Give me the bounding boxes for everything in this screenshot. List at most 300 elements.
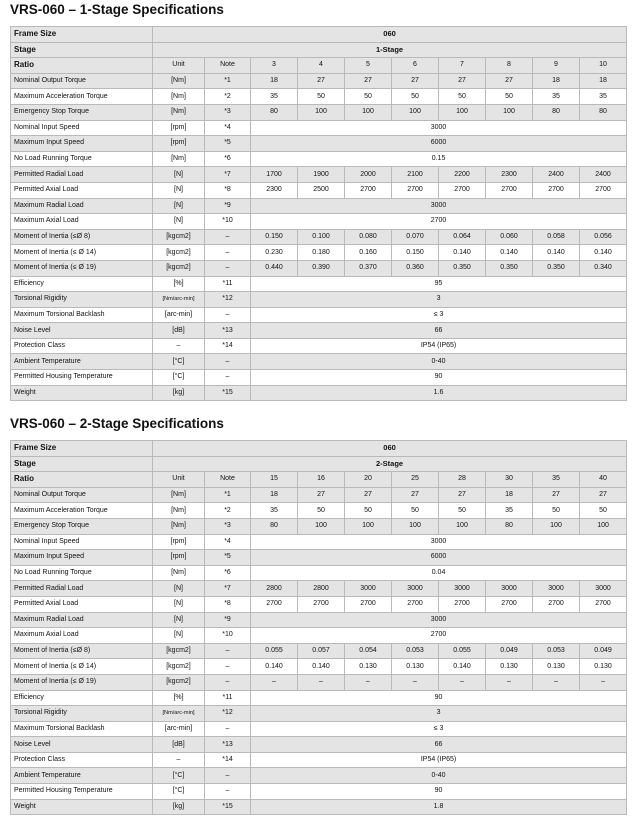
row-label: Protection Class	[11, 338, 153, 354]
row-unit: [kgcm2]	[153, 643, 205, 659]
row-note: *3	[205, 104, 251, 120]
row-value: 18	[533, 73, 580, 89]
row-unit: [arc-min]	[153, 721, 205, 737]
row-label: Nominal Output Torque	[11, 73, 153, 89]
row-value: 27	[439, 487, 486, 503]
section-title: VRS-060 – 2-Stage Specifications	[10, 416, 224, 431]
row-value: 50	[439, 89, 486, 105]
row-value: 100	[392, 104, 439, 120]
row-unit: [Nm]	[153, 151, 205, 167]
row-value: 3000	[251, 612, 627, 628]
row-value: 0.055	[251, 643, 298, 659]
row-value: 3000	[251, 534, 627, 550]
row-value: 2700	[439, 596, 486, 612]
row-note: *12	[205, 292, 251, 308]
row-value: –	[486, 674, 533, 690]
table-row	[11, 721, 627, 737]
row-value: 0.130	[580, 659, 627, 675]
row-value: 18	[486, 487, 533, 503]
row-value: 50	[298, 89, 345, 105]
row-value: 0.360	[392, 260, 439, 276]
row-value: 100	[533, 518, 580, 534]
ratio-value: 6	[392, 58, 439, 74]
row-value: 35	[486, 503, 533, 519]
table-row	[11, 214, 627, 230]
table-row	[11, 565, 627, 581]
row-label: Permitted Housing Temperature	[11, 784, 153, 800]
table-row	[11, 612, 627, 628]
row-unit: [rpm]	[153, 136, 205, 152]
ratio-value: 30	[486, 472, 533, 488]
row-label: Emergency Stop Torque	[11, 104, 153, 120]
table-row	[11, 768, 627, 784]
row-value: 2700	[392, 182, 439, 198]
row-value: 2400	[580, 167, 627, 183]
row-note: –	[205, 674, 251, 690]
row-value: 80	[251, 518, 298, 534]
row-note: –	[205, 721, 251, 737]
row-value: –	[533, 674, 580, 690]
row-value: 2700	[345, 182, 392, 198]
row-value: 50	[392, 89, 439, 105]
row-value: 0.04	[251, 565, 627, 581]
row-unit: [Nm/arc-min]	[153, 292, 205, 308]
row-value: 100	[392, 518, 439, 534]
row-value: 2700	[439, 182, 486, 198]
row-unit: [Nm]	[153, 73, 205, 89]
row-unit: –	[153, 752, 205, 768]
row-note: *6	[205, 151, 251, 167]
row-label: Protection Class	[11, 752, 153, 768]
table-row	[11, 752, 627, 768]
row-note: *11	[205, 276, 251, 292]
row-value: 0.057	[298, 643, 345, 659]
row-note: *9	[205, 198, 251, 214]
table-row	[11, 518, 627, 534]
table-row	[11, 690, 627, 706]
row-value: 0-40	[251, 354, 627, 370]
row-value: 3000	[533, 581, 580, 597]
ratio-value: 35	[533, 472, 580, 488]
row-unit: [N]	[153, 198, 205, 214]
row-label: Permitted Axial Load	[11, 182, 153, 198]
ratio-row	[11, 472, 627, 488]
row-value: 100	[486, 104, 533, 120]
row-label: Moment of Inertia (≤ Ø 14)	[11, 245, 153, 261]
stage-label: Stage	[11, 42, 153, 58]
row-value: 27	[533, 487, 580, 503]
table-row	[11, 659, 627, 675]
table-row	[11, 487, 627, 503]
row-note: *5	[205, 136, 251, 152]
row-label: Maximum Radial Load	[11, 612, 153, 628]
row-value: 50	[580, 503, 627, 519]
row-label: Noise Level	[11, 737, 153, 753]
table-row	[11, 136, 627, 152]
stage-value: 1-Stage	[153, 42, 627, 58]
row-label: Maximum Torsional Backlash	[11, 721, 153, 737]
row-value: 3000	[392, 581, 439, 597]
row-label: Permitted Radial Load	[11, 581, 153, 597]
row-value: 2700	[251, 628, 627, 644]
row-value: 3	[251, 292, 627, 308]
stage-row	[11, 456, 627, 472]
row-value: 0.140	[251, 659, 298, 675]
row-value: 2000	[345, 167, 392, 183]
row-value: 0.056	[580, 229, 627, 245]
row-value: 3000	[439, 581, 486, 597]
row-label: Moment of Inertia (≤ Ø 14)	[11, 659, 153, 675]
row-note: *4	[205, 534, 251, 550]
row-label: Moment of Inertia (≤Ø 8)	[11, 643, 153, 659]
row-unit: [kg]	[153, 385, 205, 401]
row-unit: [°C]	[153, 354, 205, 370]
row-value: 2700	[486, 596, 533, 612]
row-value: 3000	[486, 581, 533, 597]
row-value: 100	[345, 518, 392, 534]
table-row	[11, 307, 627, 323]
row-value: 3000	[580, 581, 627, 597]
stage-label: Stage	[11, 456, 153, 472]
row-value: 50	[298, 503, 345, 519]
table-row	[11, 338, 627, 354]
row-value: 35	[580, 89, 627, 105]
row-label: Maximum Axial Load	[11, 628, 153, 644]
row-value: 90	[251, 370, 627, 386]
row-value: 0.370	[345, 260, 392, 276]
row-value: ≤ 3	[251, 721, 627, 737]
row-value: 2800	[298, 581, 345, 597]
table-row	[11, 167, 627, 183]
row-note: *15	[205, 799, 251, 815]
row-note: *11	[205, 690, 251, 706]
row-value: 2700	[580, 596, 627, 612]
row-unit: [N]	[153, 182, 205, 198]
ratio-value: 20	[345, 472, 392, 488]
ratio-value: 4	[298, 58, 345, 74]
row-value: 2700	[533, 596, 580, 612]
row-value: 2700	[580, 182, 627, 198]
row-note: –	[205, 260, 251, 276]
row-value: 0.180	[298, 245, 345, 261]
row-note: –	[205, 354, 251, 370]
ratio-value: 5	[345, 58, 392, 74]
row-value: 0.054	[345, 643, 392, 659]
row-label: No Load Running Torque	[11, 151, 153, 167]
ratio-value: 25	[392, 472, 439, 488]
table-row	[11, 550, 627, 566]
row-unit: [kg]	[153, 799, 205, 815]
row-unit: [°C]	[153, 370, 205, 386]
row-unit: [Nm]	[153, 104, 205, 120]
row-note: *10	[205, 214, 251, 230]
row-note: *7	[205, 581, 251, 597]
row-value: 2300	[251, 182, 298, 198]
row-value: 95	[251, 276, 627, 292]
row-value: 0.230	[251, 245, 298, 261]
row-value: 3000	[251, 120, 627, 136]
row-value: 2700	[298, 596, 345, 612]
table-row	[11, 276, 627, 292]
row-value: 0.070	[392, 229, 439, 245]
row-value: 0.130	[533, 659, 580, 675]
row-unit: [°C]	[153, 784, 205, 800]
row-value: 0.049	[486, 643, 533, 659]
table-row	[11, 260, 627, 276]
row-note: *4	[205, 120, 251, 136]
row-unit: [%]	[153, 690, 205, 706]
table-row	[11, 245, 627, 261]
row-value: 0.340	[580, 260, 627, 276]
row-value: 80	[251, 104, 298, 120]
frame-size-row	[11, 27, 627, 43]
row-value: 2700	[486, 182, 533, 198]
spec-table	[10, 440, 627, 815]
row-unit: [N]	[153, 167, 205, 183]
row-label: Maximum Acceleration Torque	[11, 89, 153, 105]
table-row	[11, 354, 627, 370]
row-value: 100	[439, 518, 486, 534]
row-note: *10	[205, 628, 251, 644]
row-value: 35	[533, 89, 580, 105]
row-value: 80	[533, 104, 580, 120]
row-value: 2700	[533, 182, 580, 198]
row-value: 90	[251, 784, 627, 800]
row-note: *5	[205, 550, 251, 566]
row-value: 100	[439, 104, 486, 120]
row-unit: [kgcm2]	[153, 260, 205, 276]
row-value: 35	[251, 89, 298, 105]
row-note: –	[205, 307, 251, 323]
row-value: 27	[345, 487, 392, 503]
row-value: 100	[580, 518, 627, 534]
row-unit: [kgcm2]	[153, 659, 205, 675]
row-label: Noise Level	[11, 323, 153, 339]
row-value: 0.160	[345, 245, 392, 261]
table-row	[11, 292, 627, 308]
table-row	[11, 596, 627, 612]
row-value: 0.140	[486, 245, 533, 261]
frame-size-row	[11, 441, 627, 457]
row-value: 0.15	[251, 151, 627, 167]
ratio-value: 7	[439, 58, 486, 74]
row-value: 50	[439, 503, 486, 519]
row-value: 2300	[486, 167, 533, 183]
row-value: 0.060	[486, 229, 533, 245]
table-row	[11, 784, 627, 800]
row-value: 2700	[251, 214, 627, 230]
row-note: –	[205, 643, 251, 659]
table-row	[11, 89, 627, 105]
row-value: 27	[392, 73, 439, 89]
row-value: 27	[345, 73, 392, 89]
row-note: *3	[205, 518, 251, 534]
row-label: Weight	[11, 385, 153, 401]
note-header: Note	[205, 58, 251, 74]
row-value: 3	[251, 706, 627, 722]
row-label: Weight	[11, 799, 153, 815]
row-value: IP54 (IP65)	[251, 338, 627, 354]
row-value: –	[251, 674, 298, 690]
row-unit: [Nm]	[153, 503, 205, 519]
row-unit: [rpm]	[153, 550, 205, 566]
note-header: Note	[205, 472, 251, 488]
row-value: 0.064	[439, 229, 486, 245]
row-value: 2400	[533, 167, 580, 183]
row-value: –	[392, 674, 439, 690]
row-note: *13	[205, 737, 251, 753]
table-row	[11, 370, 627, 386]
row-value: 2100	[392, 167, 439, 183]
row-label: Ambient Temperature	[11, 768, 153, 784]
row-unit: [rpm]	[153, 120, 205, 136]
row-unit: –	[153, 338, 205, 354]
row-value: 2700	[392, 596, 439, 612]
row-note: –	[205, 768, 251, 784]
row-value: 0.058	[533, 229, 580, 245]
row-unit: [Nm]	[153, 89, 205, 105]
row-value: –	[298, 674, 345, 690]
table-row	[11, 581, 627, 597]
row-value: 2500	[298, 182, 345, 198]
row-note: *9	[205, 612, 251, 628]
row-unit: [N]	[153, 596, 205, 612]
row-label: Maximum Torsional Backlash	[11, 307, 153, 323]
row-unit: [Nm]	[153, 518, 205, 534]
row-note: *2	[205, 89, 251, 105]
row-value: 3000	[251, 198, 627, 214]
row-note: *14	[205, 338, 251, 354]
spec-table	[10, 26, 627, 401]
row-label: Maximum Radial Load	[11, 198, 153, 214]
row-label: Ambient Temperature	[11, 354, 153, 370]
row-note: *14	[205, 752, 251, 768]
row-unit: [N]	[153, 628, 205, 644]
row-label: No Load Running Torque	[11, 565, 153, 581]
row-label: Permitted Housing Temperature	[11, 370, 153, 386]
row-value: 0.140	[439, 245, 486, 261]
row-label: Emergency Stop Torque	[11, 518, 153, 534]
row-value: 0.130	[345, 659, 392, 675]
row-value: 0.055	[439, 643, 486, 659]
row-value: 0.150	[392, 245, 439, 261]
row-label: Efficiency	[11, 690, 153, 706]
row-unit: [arc-min]	[153, 307, 205, 323]
row-note: *7	[205, 167, 251, 183]
row-value: 0.130	[392, 659, 439, 675]
row-value: 0.080	[345, 229, 392, 245]
row-value: 0.440	[251, 260, 298, 276]
row-value: 0.053	[392, 643, 439, 659]
table-row	[11, 799, 627, 815]
row-value: 35	[251, 503, 298, 519]
row-label: Torsional Rigidity	[11, 706, 153, 722]
row-value: IP54 (IP65)	[251, 752, 627, 768]
row-value: 0.053	[533, 643, 580, 659]
row-value: 18	[580, 73, 627, 89]
row-note: *8	[205, 596, 251, 612]
row-value: 0-40	[251, 768, 627, 784]
row-value: 6000	[251, 550, 627, 566]
row-label: Moment of Inertia (≤Ø 8)	[11, 229, 153, 245]
row-note: –	[205, 245, 251, 261]
row-value: 27	[298, 73, 345, 89]
table-row	[11, 120, 627, 136]
row-value: 1.8	[251, 799, 627, 815]
row-value: 18	[251, 73, 298, 89]
row-value: –	[439, 674, 486, 690]
row-note: *15	[205, 385, 251, 401]
row-value: 2700	[251, 596, 298, 612]
stage-value: 2-Stage	[153, 456, 627, 472]
ratio-value: 9	[533, 58, 580, 74]
row-value: 2700	[345, 596, 392, 612]
row-label: Nominal Input Speed	[11, 120, 153, 136]
frame-size-label: Frame Size	[11, 441, 153, 457]
row-label: Efficiency	[11, 276, 153, 292]
row-note: *2	[205, 503, 251, 519]
row-value: 27	[439, 73, 486, 89]
row-unit: [kgcm2]	[153, 674, 205, 690]
ratio-value: 3	[251, 58, 298, 74]
row-value: 1700	[251, 167, 298, 183]
row-note: *6	[205, 565, 251, 581]
row-value: 0.140	[298, 659, 345, 675]
row-label: Moment of Inertia (≤ Ø 19)	[11, 674, 153, 690]
row-unit: [N]	[153, 581, 205, 597]
table-row	[11, 643, 627, 659]
row-unit: [°C]	[153, 768, 205, 784]
row-value: 0.140	[533, 245, 580, 261]
row-value: 66	[251, 323, 627, 339]
ratio-value: 16	[298, 472, 345, 488]
unit-header: Unit	[153, 58, 205, 74]
row-unit: [kgcm2]	[153, 245, 205, 261]
row-label: Maximum Axial Load	[11, 214, 153, 230]
table-row	[11, 674, 627, 690]
row-value: 0.140	[580, 245, 627, 261]
row-value: 6000	[251, 136, 627, 152]
row-note: *12	[205, 706, 251, 722]
table-row	[11, 151, 627, 167]
row-value: 100	[298, 104, 345, 120]
row-value: 0.350	[486, 260, 533, 276]
row-note: *1	[205, 73, 251, 89]
row-value: 50	[392, 503, 439, 519]
row-value: 27	[298, 487, 345, 503]
row-value: 100	[345, 104, 392, 120]
row-label: Torsional Rigidity	[11, 292, 153, 308]
section-1-stage	[0, 0, 637, 396]
row-value: 3000	[345, 581, 392, 597]
frame-size-label: Frame Size	[11, 27, 153, 43]
row-label: Maximum Input Speed	[11, 550, 153, 566]
row-label: Nominal Input Speed	[11, 534, 153, 550]
row-value: 0.150	[251, 229, 298, 245]
row-note: –	[205, 784, 251, 800]
row-unit: [%]	[153, 276, 205, 292]
row-value: 2800	[251, 581, 298, 597]
ratio-row	[11, 58, 627, 74]
table-row	[11, 73, 627, 89]
table-row	[11, 229, 627, 245]
row-value: 0.049	[580, 643, 627, 659]
row-label: Nominal Output Torque	[11, 487, 153, 503]
row-value: 18	[251, 487, 298, 503]
ratio-label: Ratio	[11, 58, 153, 74]
row-value: 2200	[439, 167, 486, 183]
row-value: 1900	[298, 167, 345, 183]
